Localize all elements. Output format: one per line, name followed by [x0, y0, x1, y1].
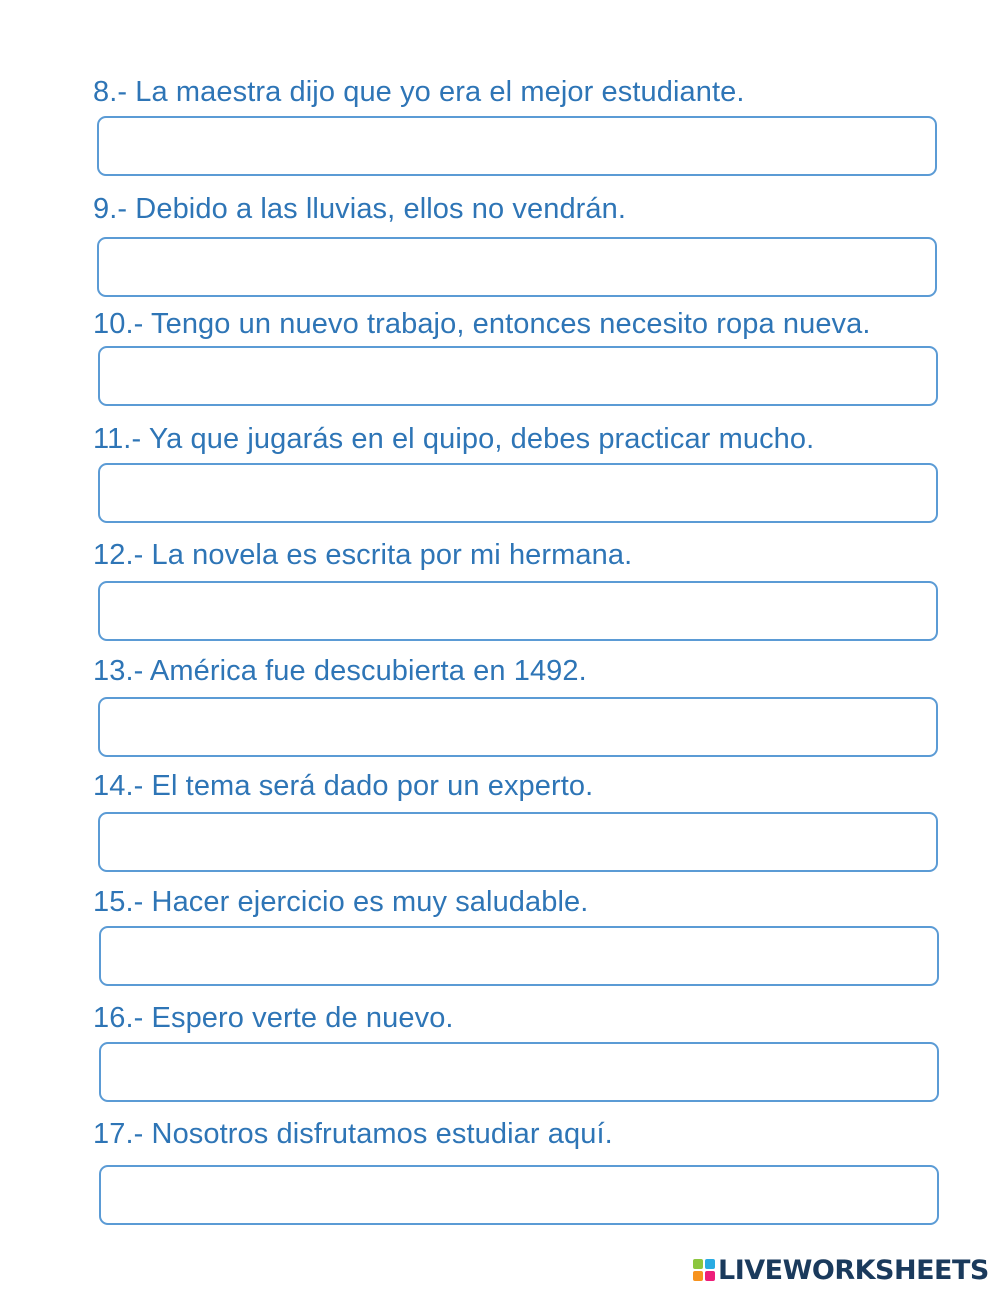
question-13: 13.- América fue descubierta en 1492. [93, 655, 587, 687]
answer-input-17[interactable] [99, 1165, 939, 1225]
logo-square-icon [693, 1271, 703, 1281]
answer-input-13[interactable] [98, 697, 938, 757]
liveworksheets-brand-text: LIVEWORKSHEETS [718, 1254, 989, 1286]
answer-input-11[interactable] [98, 463, 938, 523]
answer-input-16[interactable] [99, 1042, 939, 1102]
question-10: 10.- Tengo un nuevo trabajo, entonces necesito ropa nueva. [93, 308, 871, 340]
logo-square-icon [705, 1271, 715, 1281]
question-9: 9.- Debido a las lluvias, ellos no vendrán. [93, 193, 627, 225]
answer-input-9[interactable] [97, 237, 937, 297]
question-12: 12.- La novela es escrita por mi hermana. [93, 539, 633, 571]
question-16: 16.- Espero verte de nuevo. [93, 1002, 454, 1034]
question-14: 14.- El tema será dado por un experto. [93, 770, 594, 802]
question-17: 17.- Nosotros disfrutamos estudiar aquí. [93, 1118, 613, 1150]
question-8: 8.- La maestra dijo que yo era el mejor estudiante. [93, 76, 745, 108]
answer-input-10[interactable] [98, 346, 938, 406]
answer-input-15[interactable] [99, 926, 939, 986]
answer-input-12[interactable] [98, 581, 938, 641]
answer-input-14[interactable] [98, 812, 938, 872]
question-11: 11.- Ya que jugarás en el quipo, debes practicar mucho. [93, 423, 815, 455]
logo-square-icon [705, 1259, 715, 1269]
liveworksheets-logo-icon [693, 1259, 715, 1281]
answer-input-8[interactable] [97, 116, 937, 176]
question-15: 15.- Hacer ejercicio es muy saludable. [93, 886, 589, 918]
logo-square-icon [693, 1259, 703, 1269]
liveworksheets-logo [693, 1255, 989, 1285]
